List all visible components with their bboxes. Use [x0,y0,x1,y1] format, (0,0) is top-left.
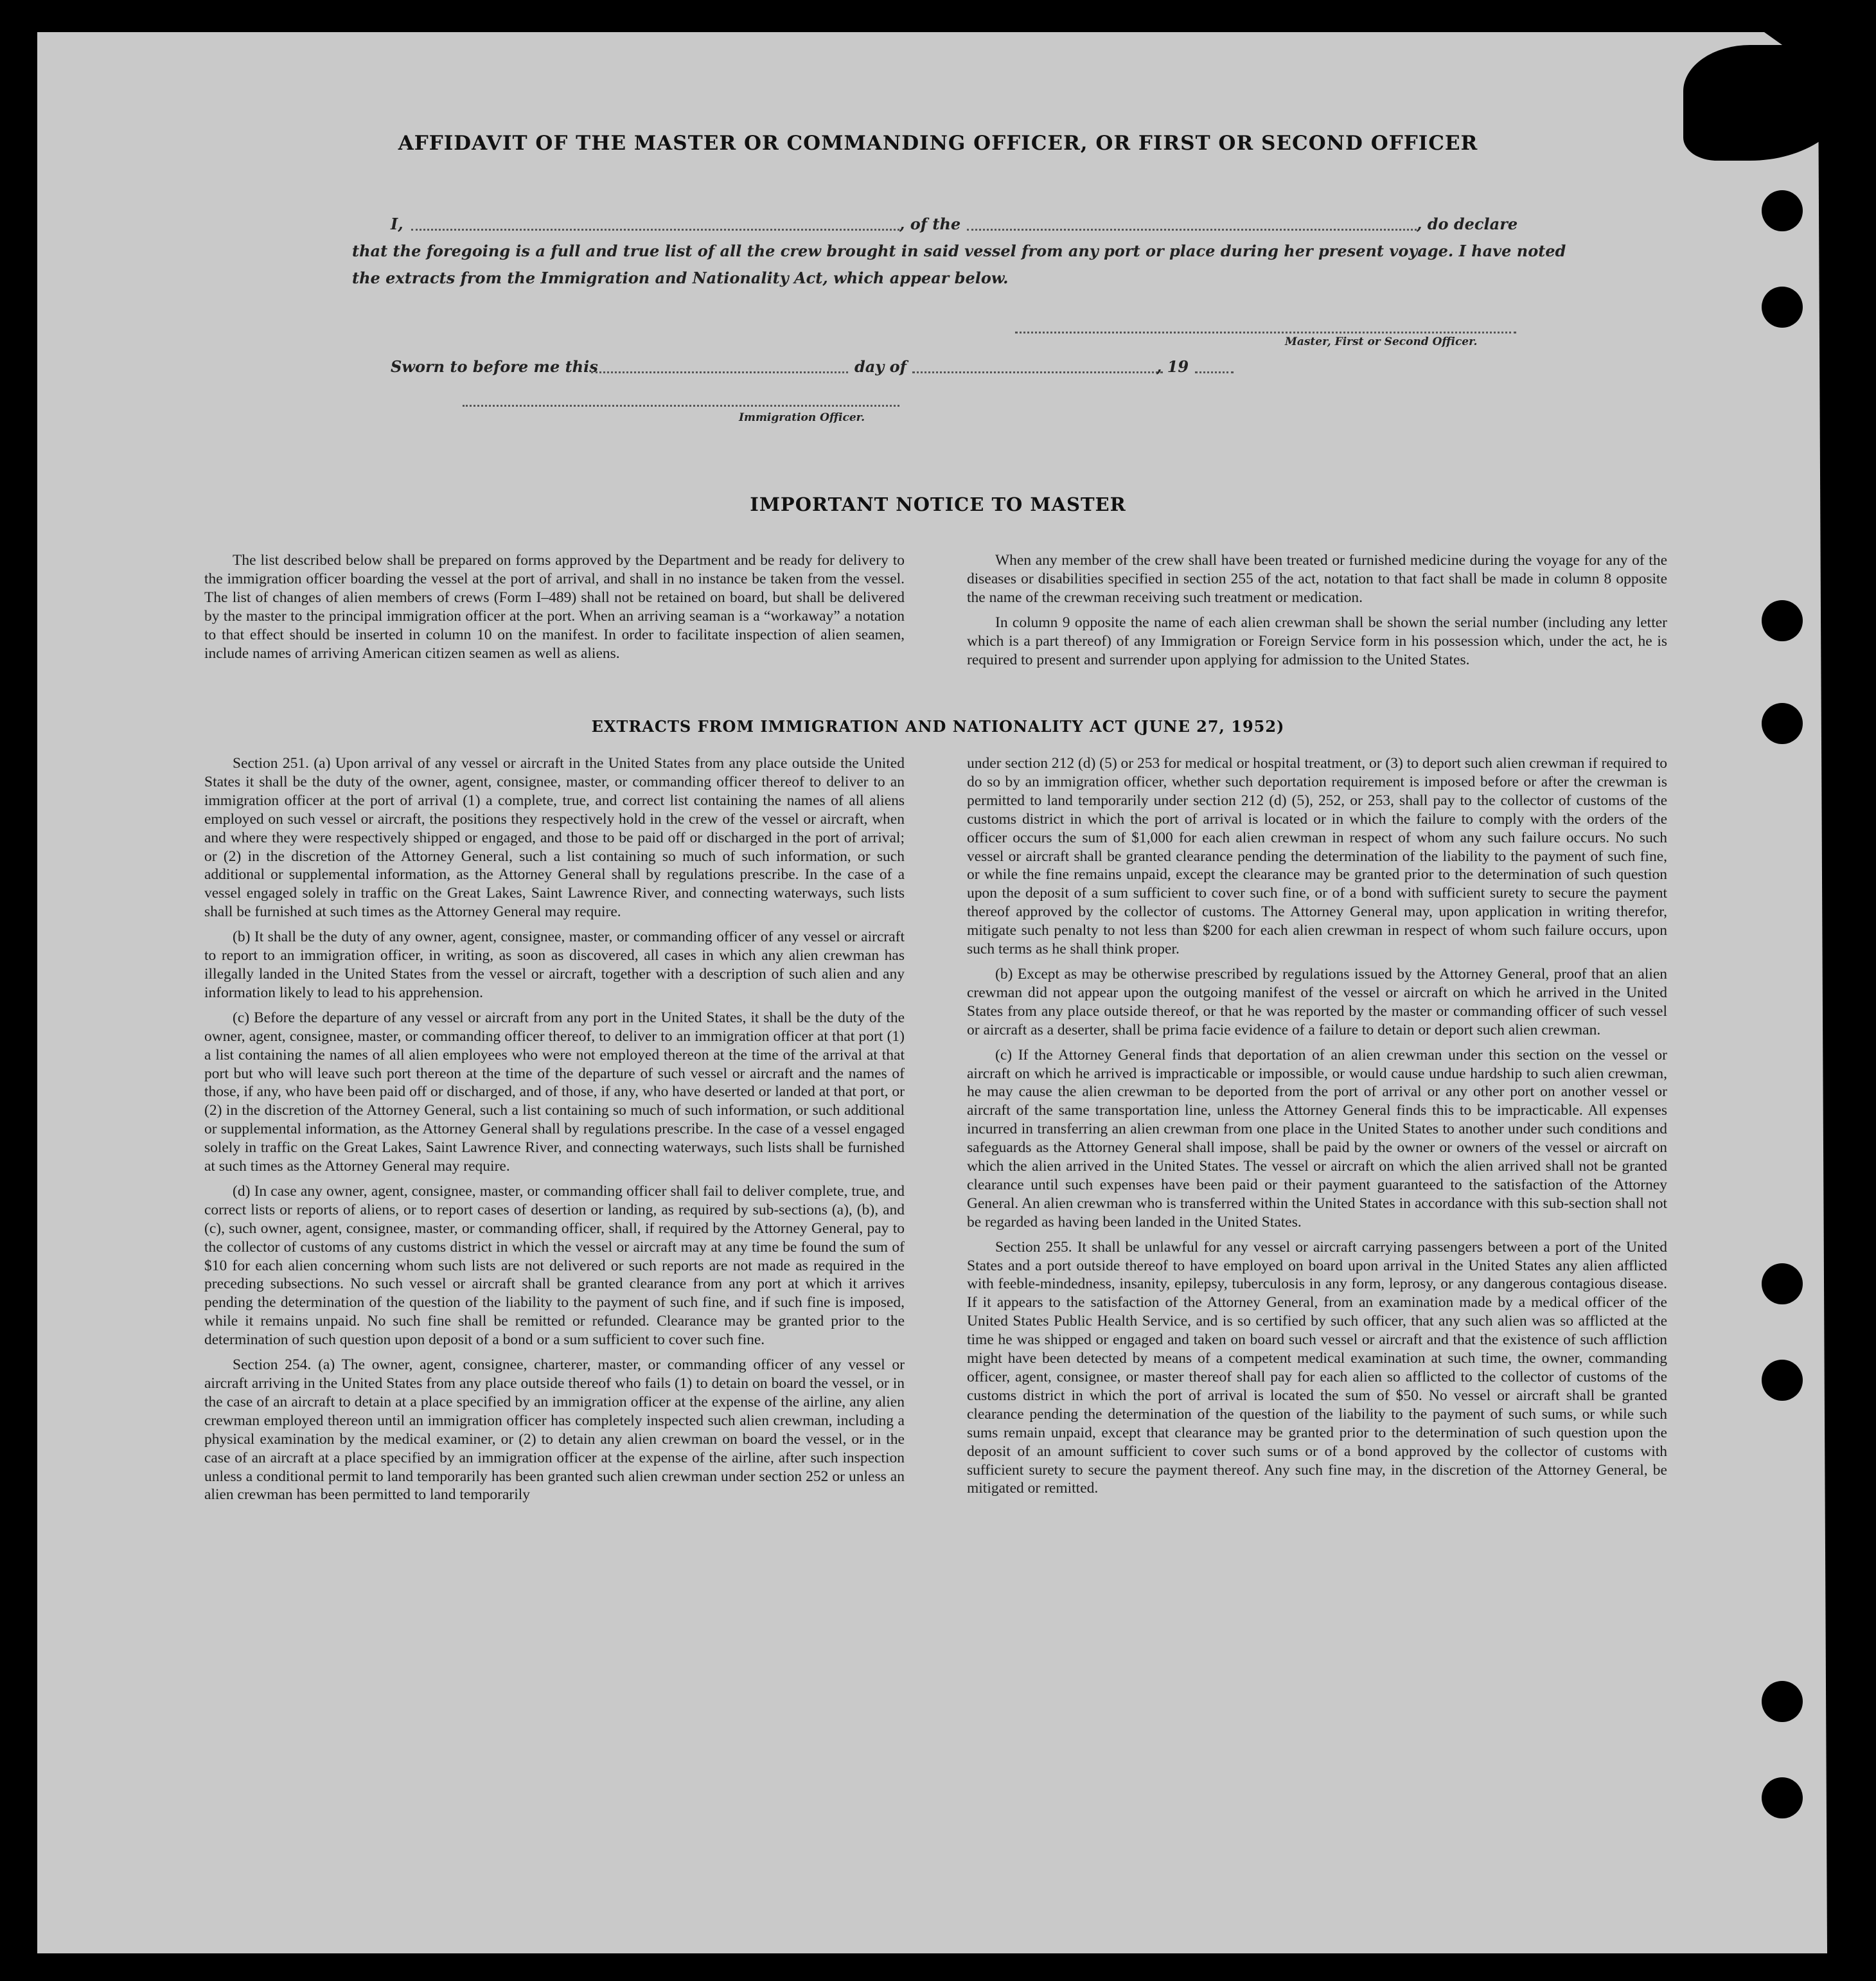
sworn-day-blank [591,371,848,373]
punch-hole [1762,1263,1803,1304]
extracts-title: EXTRACTS FROM IMMIGRATION AND NATIONALITY ACT (JUNE 27, 1952) [591,717,1285,736]
declarant-name-blank [411,229,899,231]
day-of-label: day of [854,357,907,376]
punch-hole [1762,600,1803,641]
year-label: , 19 [1156,357,1189,376]
punch-hole [1762,1360,1803,1401]
section-paragraph: Section 254. (a) The owner, agent, consignee, charterer, master, or commanding officer of any vessel or aircraft arriving in the United States from any place outside thereof who fails (1) to detain on board the vessel, or in the case of an aircraft to detain at a place specified by an immigration officer at the expense of the airline, any alien crewman employed thereon until an immigration officer has completely inspected such alien crewman, including a physical examination by the medical examiner, or (2) to detain any alien crewman on board the vessel, or in the case of an aircraft at a place specified by an immigration officer at the expense of the airline, after such inspection unless a conditional permit to land temporarily has been granted such alien crewman under section 252 or unless an alien crewman has been permitted to land temporarily [204,1356,905,1504]
extracts-right-column [967,754,1667,1498]
section-paragraph: (c) If the Attorney General finds that deportation of an alien crewman under this section on the vessel or aircraft on which he arrived is impracticable or impossible, or would cause undue hardship to such alien crewman, he may cause the alien crewman to be deported from the port of arrival or any other port on another vessel or aircraft of the same transportation line, unless the Attorney General finds this to be impracticable. All expenses incurred in transferring an alien crewman from one place in the United States to another under such conditions and safeguards as the Attorney General shall impose, shall be paid by the owner or owners of the vessel or aircraft on which the alien arrived in the United States. The vessel or aircraft on which the alien arrived shall not be granted clearance until such expenses have been paid or their payment guaranteed to the satisfaction of the Attorney General. An alien crewman who is transferred within the United States in accordance with this sub-section shall not be regarded as having been landed in the United States. [967,1046,1667,1230]
punch-hole [1762,190,1803,231]
section-paragraph: (d) In case any owner, agent, consignee, master, or commanding officer shall fail to deliver complete, true, and correct lists or reports of aliens, or to report cases of desertion or landing, as required by sub-sections (a), (b), and (c), such owner, agent, consignee, master, or commanding officer, shall, if required by the Attorney General, pay to the collector of customs of any customs district in which the vessel or aircraft may at any time be found the sum of $10 for each alien concerning whom such lists are not delivered or such reports are not made as required in the preceding subsections. No such vessel or aircraft shall be granted clearance from any port at which it arrives pending the determination of the question of the liability to the payment of such fine, and if such fine is imposed, while it remains unpaid. No such fine shall be remitted or refunded. Clearance may be granted prior to the determination of such question upon deposit of a bond or a sum sufficient to cover such fine. [204,1182,905,1349]
section-paragraph: Section 255. It shall be unlawful for any vessel or aircraft carrying passengers between a port of the United States and a port outside thereof to have employed on board upon arrival in the United States any alien afflicted with feeble-mindedness, insanity, epilepsy, tuberculosis in any form, leprosy, or any dangerous contagious disease. If it appears to the satisfaction of the Attorney General, from an examination made by a medical officer of the United States Public Health Service, and is so certified by such officer, that any such alien was so afflicted at the time he was shipped or engaged and taken on board such vessel or aircraft and that the existence of such affliction might have been detected by means of a competent medical examination at such time, the owner, commanding officer, agent, consignee, or master thereof shall pay for each alien so afflicted to the collector of customs of the customs district in which the port of arrival is located the sum of $50. No vessel or aircraft shall be granted clearance pending the determination of the question of the liability to the payment of such sums, or while such sums remain unpaid, except that clearance may be granted prior to the determination of such question upon the deposit of an amount sufficient to cover such sums or of a bond approved by the collector of customs with sufficient surety to secure the payment thereof. Any such fine may, in the discretion of the Attorney General, be mitigated or remitted. [967,1238,1667,1497]
section-paragraph: (b) It shall be the duty of any owner, agent, consignee, master, or commanding officer of any vessel or aircraft to report to an immigration officer, in writing, as soon as discovered, all cases in which any alien crewman has illegally landed in the United States from the vessel or aircraft, together with a description of such alien and any information likely to lead to his apprehension. [204,928,905,1001]
notice-title: IMPORTANT NOTICE TO MASTER [750,493,1126,515]
sworn-label: Sworn to before me this [391,357,598,376]
notice-left-column [204,551,905,662]
master-signature-line [1015,332,1516,333]
year-blank [1195,371,1234,373]
affidavit-title: AFFIDAVIT OF THE MASTER OR COMMANDING OFFICER, OR FIRST OR SECOND OFFICER [398,132,1478,155]
punch-hole [1762,287,1803,328]
declaration-line: that the foregoing is a full and true list of all the crew brought in said vessel from any port or place during her present voyage. I have noted [352,242,1566,260]
do-declare-label: , do declare [1417,215,1518,233]
declaration-line: the extracts from the Immigration and Nationality Act, which appear below. [352,269,1009,287]
punch-hole [1762,1777,1803,1818]
notice-right-column [967,551,1667,669]
declarant-prefix: I, [391,215,403,233]
officer-signature-label: Immigration Officer. [739,411,865,424]
section-paragraph: Section 251. (a) Upon arrival of any vessel or aircraft in the United States from any place outside the United States it shall be the duty of the owner, agent, consignee, master, or commanding officer thereof to deliver to an immigration officer at the port of arrival (1) a complete, true, and correct list containing the names of all aliens employed on such vessel or aircraft, the positions they respectively hold in the crew of the vessel or aircraft, when and where they were respectively shipped or engaged, and those to be paid off or discharged in the port of arrival; or (2) in the discretion of the Attorney General, such a list containing so much of such information, or such additional or supplemental information, as the Attorney General shall by regulations prescribe. In the case of a vessel engaged solely in traffic on the Great Lakes, Saint Lawrence River, and connecting waterways, such lists shall be furnished at such times as the Attorney General may require. [204,755,905,921]
of-the-label: , of the [899,215,961,233]
notice-paragraph: When any member of the crew shall have been treated or furnished medicine during the voyage for any of the diseases or disabilities specified in section 255 of the act, notation to that fact shall be made in column 8 opposite the name of the crewman receiving such treatment or medication. [967,552,1667,606]
officer-signature-line [463,405,899,407]
master-signature-label: Master, First or Second Officer. [1285,335,1478,348]
punch-hole [1762,1681,1803,1722]
extracts-left-column [204,754,905,1504]
sworn-month-blank [912,371,1163,373]
section-paragraph: under section 212 (d) (5) or 253 for medical or hospital treatment, or (3) to deport such alien crewman if required to do so by an immigration officer, whether such deportation requirement is imposed before or after the crewman is permitted to land temporarily under section 212 (d) (5), 252, or 253, shall pay to the collector of customs of the customs district in which the port of arrival is located or in which the failure to comply with the orders of the officer occurs the sum of $1,000 for each alien crewman in respect of whom any such failure occurs. No such vessel or aircraft shall be granted clearance pending the determination of the liability to the payment of such fine, or while the fine remains unpaid, except the clearance may be granted prior to the determination of such question upon the deposit of a sum sufficient to cover such fine, or of a bond with sufficient surety to secure the payment thereof approved by the collector of customs. The Attorney General may, upon application in writing therefor, mitigate such penalty to not less than $200 for each alien crewman in respect of whom such failure occurs, upon such terms as he shall think proper. [967,755,1667,958]
notice-paragraph: The list described below shall be prepared on forms approved by the Department and be ready for delivery to the immigration officer boarding the vessel at the port of arrival, and shall in no instance be taken from the vessel. The list of changes of alien members of crews (Form I–489) shall not be retained on board, but shall be delivered by the master to the principal immigration officer at the port. When an arriving seaman is a “workaway” a notation to that effect should be inserted in column 10 on the manifest. In order to facilitate inspection of alien seamen, include names of arriving American citizen seamen as well as aliens. [204,552,905,662]
vessel-name-blank [967,229,1417,231]
section-paragraph: (c) Before the departure of any vessel or aircraft from any port in the United States, it shall be the duty of the owner, agent, consignee, master, or commanding officer thereof, to deliver to an immigration officer at that port (1) a list containing the names of all alien employees who were not employed thereon at the time of the arrival at that port but who will leave such port thereon at the time of the departure of such vessel or aircraft and the names of those, if any, who have been paid off or discharged, and of those, if any, who have deserted or landed at that port, or (2) in the discretion of the Attorney General, such a list containing so much of such information, or such additional or supplemental information, as the Attorney General shall by regulations prescribe. In the case of a vessel engaged solely in traffic on the Great Lakes, Saint Lawrence River, and connecting waterways, such lists shall be furnished at such times as the Attorney General may require. [204,1009,905,1175]
notice-paragraph: In column 9 opposite the name of each alien crewman shall be shown the serial number (including any letter which is a part thereof) of any Immigration or Foreign Service form in his possession which, under the act, he is required to present and surrender upon applying for admission to the United States. [967,614,1667,668]
section-paragraph: (b) Except as may be otherwise prescribed by regulations issued by the Attorney General, proof that an alien crewman did not appear upon the outgoing manifest of the vessel or aircraft on which he arrived in the United States from any place outside thereof, or that he was reported by the master or commanding officer of such vessel or aircraft as a deserter, shall be prima facie evidence of a failure to detain or deport such alien crewman. [967,965,1667,1038]
